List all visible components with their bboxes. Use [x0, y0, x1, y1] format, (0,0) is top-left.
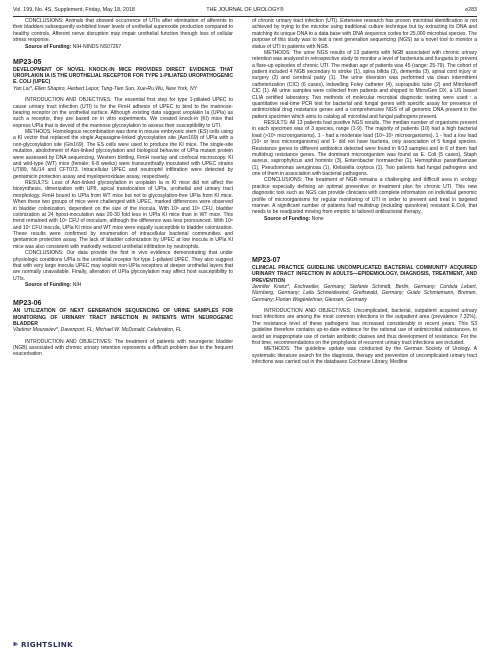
header-page-number: e283	[465, 7, 477, 13]
rightslink-logo-text: RIGHTSLINK	[20, 639, 73, 649]
methods-paragraph: METHODS: The guideline update was conducted by the German Society of Urology. A systematic literature search for the diagnosis, therapy and prevention of uncomplicated urinary tract infections was carried out in the databases Cochrane Library, Medline	[252, 346, 477, 366]
abstract-id-mp23-06: MP23-06	[13, 300, 42, 308]
methods-paragraph: METHODS: Homologous recombination was done in mouse embryonic stem (ES) cells using a KI vector that replaced the single Asparagine-linked glycosylation site (Asn169) of UPIa with a non-glycosylation site (Gln169). The ES cells were used to produce the KI mice. The single-site mutation, abolishment of Asn-linked glycosylation and biological behavior of UPIa mutant protein were assessed by DNA sequencing, Western blotting, FimH overlay and confocal microscopy. KI and wild-type (WT) mice (female; 6-8 weeks) were transurethrally inoculated with UPEC strains UTI89, NU14 and CFT073. Intracellular UPEC and neutrophil infiltration were detected by gentamicin protection assay and myeloperoxidase assay, respectively.	[13, 129, 233, 180]
introduction-paragraph: INTRODUCTION AND OBJECTIVES: Uncomplicated, bacterial, outpatient acquired urinary tract infections are among the most common infections in the outpatient area (prevalence 7.32%). The resistance level of these pathogens has increased considerably in recent years. This S3 guideline therefore contains up-to-date evidence for the rational use of antimicrobial substances, to avoid an inappropriate use of certain antibiotic classes and thus development of resistance. For the first time, recommendations on the prophylaxis of recurrent urinary tract infections are included.	[252, 308, 477, 346]
conclusions-paragraph: CONCLUSIONS: Our data provide the first in vivo evidence demonstrating that under physiologic conditions UPIa is the urothelial receptor for type 1-piliated UPEC. They also suggest that with very large inocula UPEC may exploit non-UPIa receptors at deeper urothelial layers that are normally unavailable. Finally, alteration of UPIa glycosylation may affect host susceptibility to UTIs.	[13, 250, 233, 282]
header-volume-info: Vol. 199, No. 4S, Supplement, Friday, May 18, 2018	[13, 7, 135, 13]
sof-value: NIH	[72, 282, 82, 289]
conclusions-paragraph: CONCLUSIONS: The treatment of NGB remains a challenging and difficult area in urology practice especially defining an optimal preventive or treatment plan for chronic UTI. This new diagnostic tool such as NGS can provide clinicians with complete information on individual genomic profile of microorganisms for regular monitoring of UTI in order to prevent and treat in targeted manner. A significant number of patients had multidrug (including quinolone) resistant E.Coli, that needs to be readjusted moving from empiric to tailored antibacterial therapy.	[252, 177, 477, 216]
abstract-authors-mp23-06: Vladimir Mouraviev*, Davenport, FL; Michael W. McDonald, Celebration, FL	[13, 327, 182, 334]
results-paragraph: RESULTS: Loss of Asn-linked glycosylation in uroplakin Ia in KI mice did not affect the biosynthesis, dimerization with UPII, apical translocation of UPIa, urothelial and urinary tract morphology. FimH bound to UPIa from WT mice but not to glycosylation-free UPIa from KI mice. When these two groups of mice were challenged with UPEC, marked differences were observed in bladder colonization, dependent on the size of the inocula. With 10⁸ and 10⁹ CFU, bladder colonization at 24 hpost-inoculation was 20-30 fold less in UPIa KI mice than in WT mice. This trend remained with 10⁶ CFU of inoculum, although the difference was less pronounced. With 10⁸ and 10⁷ CFU inocula, UPIa KI mice and WT mice were equally susceptible to bladder colonization. These results were confirmed by enumeration of intracellular bacterial communities and gentamicin protection assay. The lack of bladder colonization by UPEC at low inocula in UPIa KI mice was also consistent with markedly reduced urothelial infiltration by neutrophils.	[13, 180, 233, 250]
abstract-title-mp23-07: CLINICAL PRACTICE GUIDELINE UNCOMPLICATED BACTERIAL COMMUNITY ACQUIRED URINARY TRACT INFECTION IN ADULTS—EPIDEMIOLOGY, DIAGNOSIS, TREATMENT, AND PREVENTION	[252, 265, 477, 284]
header-journal-title: THE JOURNAL OF UROLOGY®	[206, 7, 284, 13]
carryover-conclusions: CONCLUSIONS: Animals that showed occurrence of UTIs after elimination of afferents to their bladders subsequently exhibited lower levels of urothelial superoxide production compared to healthy controls. Afferent nerve disruption may impair urothelial function through loss of cellular stress response.	[13, 18, 233, 44]
sof-value: NIH-NINDS NS07267	[72, 43, 122, 50]
abstract-authors-mp23-07: Jennifer Kranz*, Eschweiler, Germany; Stefanie Schmidt, Berlin, Germany; Cordula Lebert, Nürnberg, Germany; Laila Schneidewind, Greifswald, Germany; Guido Schmiemann, Bremen, Germany; Florian Wagenlehner, Giessen, Germany	[252, 283, 477, 303]
abstract-id-mp23-07: MP23-07	[252, 257, 281, 264]
right-column	[252, 18, 477, 365]
introduction-paragraph: INTRODUCTION AND OBJECTIVES: The essential first step for type 1-piliated UPEC to cause urinary tract infection (UTI) is for the FimH adhesin of UPEC to bind to the mannose-bearing receptor on the urothelial surface. Although existing data suggest uroplakin Ia (UPIa) as such a receptor, they are based on in vitro experiments. We created knock-in (KI) mice that express UPIa that is devoid of the mannose glycosylation to assess their susceptibility to UTI.	[13, 97, 233, 129]
header-rule	[13, 16, 477, 17]
abstract-title-mp23-06: AN UTILIZATION OF NEXT GENERATION SEQUENCING OF URINE SAMPLES FOR MONITORING OF URINARY TRACT INFECTION IN PATIENTS WITH NEUROGENIC BLADDER	[13, 308, 233, 327]
sof-label: Source of Funding:	[25, 43, 72, 50]
methods-paragraph: METHODS: The urine NGS results of 13 patients with NGB associated with chronic urinary retention was analyzed in retrospective study to monitor a level of bacteriuria and funguria to prevent a flare-up episodes of chronic UTI. The median age of patients was 45 (range: 25-79). The cohort of patient included 4 NGB secondary to stroke (1), spina bifida (3), dementia (3), spinal cord injury or surgery (2) and cerebral palsy (1). The urine diversion was performed via clean intermittent catheterization (CIC) (6 cases), indwelling Foley catheter (4), suprapubic tube (2) and Mitrofanoff CIC (1). All urine samples were collected from patients and shipped to MicroGen DX, a US based CLIA certified laboratory. Two methods of molecular microbial diagnostic testing were used : a quantitative real-time PCR test for bacterial and fungal genes with specific assay for presence of antimicrobial drug resistance genes and a comprehensive NGS of all genomic DNA present in the patient specimen which aims to catalog all microbial and fungal pathogens present.	[252, 49, 477, 120]
introduction-paragraph: INTRODUCTION AND OBJECTIVES: The treatment of patients with neurogenic bladder (NGB) associated with chronic urinary retention represents a difficult problem due to the frequent exacerbation	[13, 338, 233, 358]
sof-value: None	[311, 215, 324, 222]
sof-label: Source of Funding:	[25, 282, 72, 289]
running-header	[13, 5, 477, 15]
abstract-title-mp23-05: DEVELOPMENT OF NOVEL KNOCK-IN MICE PROVIDES DIRECT EVIDENCE THAT UROPLAKIN IA IS THE UROTHELIAL RECEPTOR FOR TYPE 1-PILIATED UROPATHOGENIC E. COLI (UPEC)	[13, 66, 233, 86]
carryover-introduction: of chronic urinary tract infection (UTI). Extensive research has proven microbial identification is not achieved by trying to the microbe using traditional culture technique but by extracting its DNA and matching its unique DNA to a data base with DNA sequence codes for 25,000 microbial species. The purpose of this study was to test a next generation sequencing (NGS) as a novel tool to monitor a status of UTI in patients with NGB.	[252, 18, 477, 50]
abstract-authors-mp23-05: Yan Liu*, Ellen Shapiro, Herbert Lepor, Tung-Tien Sun, Xue-Ru Wu, New York, NY	[13, 85, 197, 92]
rightslink-logo	[13, 638, 73, 650]
left-column	[13, 18, 233, 358]
rightslink-chevron-icon	[13, 639, 19, 649]
abstract-id-mp23-05: MP23-05	[13, 58, 42, 66]
results-paragraph: RESULTS: All 13 patients had positive NGS results. The median number of organisms present in each specimen was of 3 species, range (1-9). The majority of patients (10) had a high bacterial load (>10⁵ microorganisms), 1 - had a moderate load (10⁴-10⁵ microorganisms), 1 - had a low load (10⁴ or less microorganisms) and 1- did not have bacteria, only association of 5 fungal species. Resistance genes to different antibiotics detected were found in 9/13 samples and in 6 of them had multidrug resistance genes. The dominant microorganism was found as E. Coli (5 cases), Staph aureus, saprophyticus and hominis (3), Enterobacter hormaechei (1), Hemophilus parainfluenzae (1), Pseudomonas aeruginosa (1), Klebsiella oxytoca (1). Two patients had fungal pathogens and one of them in association with bacterial pathogens.	[252, 120, 477, 177]
sof-label: Source of Funding:	[264, 215, 311, 222]
